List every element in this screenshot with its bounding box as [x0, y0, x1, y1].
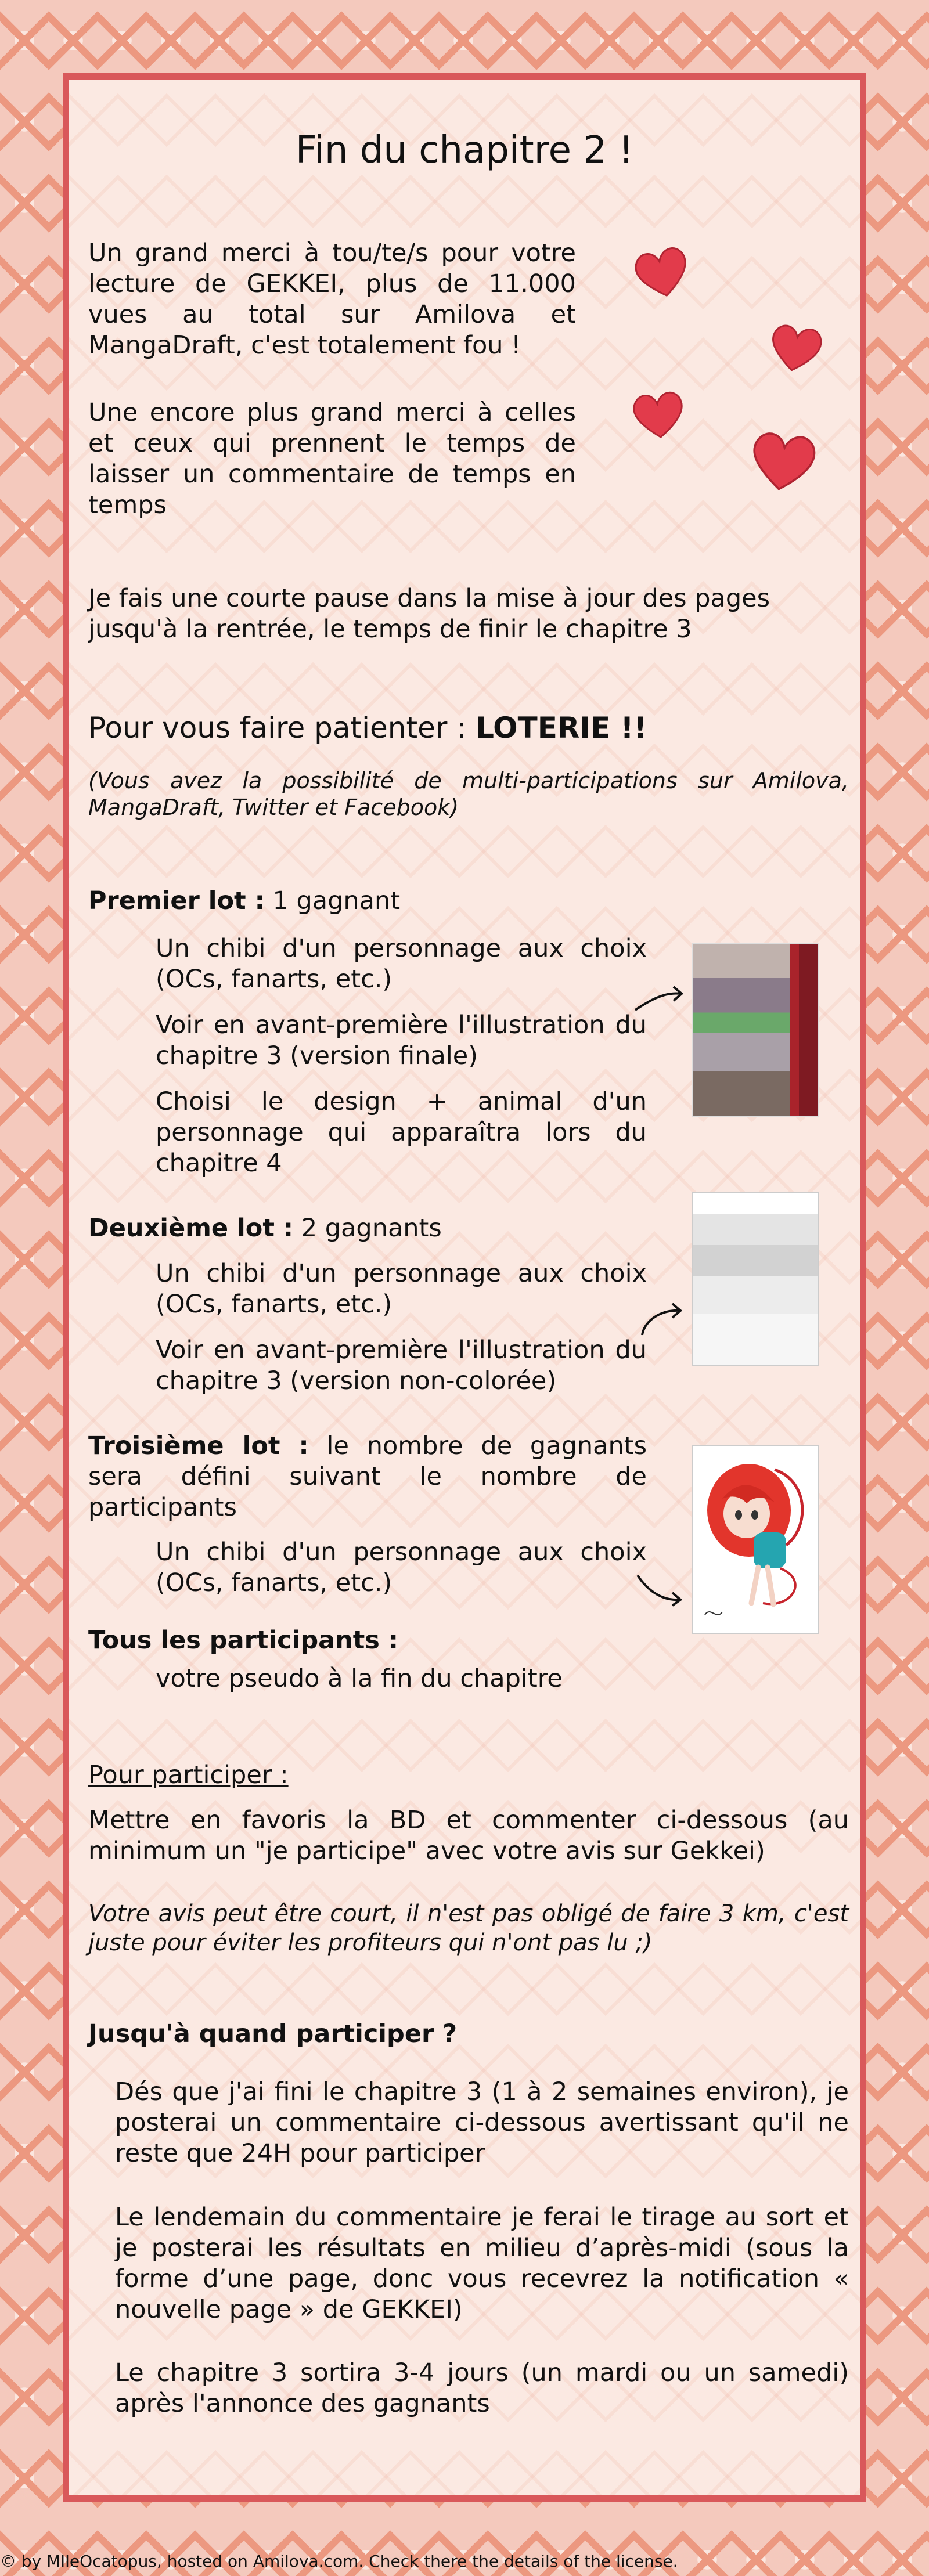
curved-arrow-icon	[639, 1299, 691, 1340]
heart-icon	[633, 244, 691, 302]
third-lot-item: Un chibi d'un personnage aux choix (OCs, fanarts, etc.)	[156, 1538, 647, 1597]
second-lot-preview-image	[692, 1192, 819, 1366]
deadline-paragraph: Le chapitre 3 sortira 3-4 jours (un mardi ou un samedi) après l'annonce des gagnants	[115, 2358, 849, 2418]
all-participants-item: votre pseudo à la fin du chapitre	[156, 1664, 563, 1693]
deadline-heading-wrap	[88, 2019, 669, 2050]
lottery-heading	[88, 711, 849, 745]
first-lot-heading	[88, 886, 611, 917]
second-lot-item: Un chibi d'un personnage aux choix (OCs, fanarts, etc.)	[156, 1259, 647, 1319]
third-lot-winners: le nombre de gagnants sera défini suivant le nombre de participants	[88, 1431, 647, 1522]
participate-note: Votre avis peut être court, il n'est pas obligé de faire 3 km, c'est juste pour éviter les profiteurs qui n'ont pas lu ;)	[88, 1900, 849, 1956]
deadline-heading: Jusqu'à quand participer ?	[88, 2019, 458, 2048]
curved-arrow-icon	[633, 981, 689, 1016]
curved-arrow-icon	[635, 1572, 687, 1607]
heart-icon	[631, 383, 686, 447]
second-lot-title: Deuxième lot :	[88, 1214, 294, 1243]
heart-icon	[768, 320, 823, 376]
first-lot-item: Voir en avant-première l'illustration du chapitre 3 (version finale)	[156, 1011, 647, 1070]
all-participants-heading	[88, 1625, 611, 1656]
deadline-paragraph: Le lendemain du commentaire je ferai le tirage au sort et je posterai les résultats en milieu d’après-midi (sous la forme d’une page, donc vous recevrez la notification « nouvelle page » de GEKKEI)	[115, 2203, 849, 2324]
third-lot-title: Troisième lot :	[88, 1431, 309, 1460]
first-lot-item: Choisi le design + animal d'un personnage qui apparaîtra lors du chapitre 4	[156, 1087, 647, 1178]
second-lot-item: Voir en avant-première l'illustration du chapitre 3 (version non-colorée)	[156, 1336, 647, 1395]
first-lot-item: Un chibi d'un personnage aux choix (OCs, fanarts, etc.)	[156, 934, 647, 994]
second-lot-heading	[88, 1213, 611, 1244]
participate-text: Mettre en favoris la BD et commenter ci-dessous (au minimum un "je participe" avec votre avis sur Gekkei)	[88, 1806, 849, 1866]
first-lot-winners: 1 gagnant	[272, 886, 401, 915]
third-lot-preview-image	[692, 1445, 819, 1634]
page-title: Fin du chapitre 2 !	[295, 129, 634, 172]
third-lot-heading	[88, 1431, 647, 1523]
lottery-heading-prefix: Pour vous faire patienter :	[88, 711, 467, 745]
deadline-paragraph: Dés que j'ai fini le chapitre 3 (1 à 2 semaines environ), je posterai un commentaire ci-dessous avertissant qu'il ne reste que 24H pour participer	[115, 2077, 849, 2168]
all-participants-title: Tous les participants :	[88, 1626, 399, 1655]
lottery-note: (Vous avez la possibilité de multi-participations sur Amilova, MangaDraft, Twitter et Facebook)	[88, 768, 849, 820]
heart-icon	[747, 427, 819, 496]
first-lot-title: Premier lot :	[88, 886, 265, 915]
license-footer: © by MlleOcatopus, hosted on Amilova.com. Check there the details of the license.	[0, 2552, 678, 2571]
second-lot-winners: 2 gagnants	[301, 1214, 442, 1243]
thanks-more-paragraph: Une encore plus grand merci à celles et ceux qui prennent le temps de laisser un commentaire de temps en temps	[88, 398, 576, 519]
thanks-paragraph: Un grand merci à tou/te/s pour votre lecture de GEKKEI, plus de 11.000 vues au total sur Amilova et MangaDraft, c'est totalement fou !	[88, 239, 576, 360]
participate-heading: Pour participer :	[88, 1760, 289, 1790]
pause-paragraph: Je fais une courte pause dans la mise à jour des pages jusqu'à la rentrée, le temps de finir le chapitre 3	[88, 584, 770, 644]
first-lot-preview-image	[692, 943, 819, 1117]
lottery-heading-bold: LOTERIE !!	[476, 711, 647, 745]
